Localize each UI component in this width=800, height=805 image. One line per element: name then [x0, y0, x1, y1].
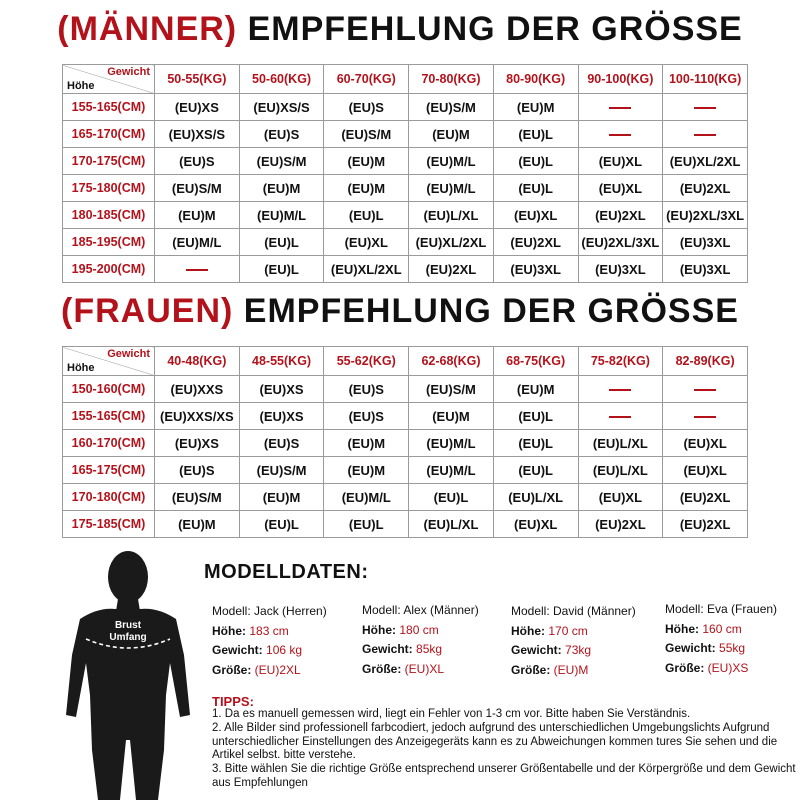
- men-size-title: [0, 10, 800, 49]
- size-cell: (EU)M: [324, 175, 409, 202]
- women-size-table: [62, 346, 748, 538]
- tips-title: TIPPS:: [212, 694, 254, 709]
- size-cell: (EU)3XL: [493, 256, 578, 283]
- size-cell: (EU)2XL: [493, 229, 578, 256]
- figure-label-line2: Umfang: [109, 632, 147, 643]
- size-label: Größe:: [362, 661, 405, 676]
- size-cell: (EU)S: [324, 376, 409, 403]
- model-weight-row: [212, 641, 327, 661]
- model-data-heading: MODELLDATEN:: [204, 561, 369, 583]
- size-cell: (EU)M: [155, 511, 240, 538]
- size-cell: (EU)S/M: [155, 175, 240, 202]
- size-cell: [578, 376, 663, 403]
- size-cell: (EU)L: [239, 256, 324, 283]
- not-available-dash: [609, 107, 631, 109]
- model-height-row: [665, 620, 777, 640]
- not-available-dash: [694, 107, 716, 109]
- size-cell: (EU)2XL: [663, 511, 748, 538]
- size-cell: (EU)S/M: [409, 376, 494, 403]
- size-cell: [663, 94, 748, 121]
- height-label: Höhe:: [362, 622, 400, 637]
- weight-header: 82-89(KG): [663, 347, 748, 376]
- not-available-dash: [694, 134, 716, 136]
- size-cell: (EU)M: [324, 457, 409, 484]
- size-cell: (EU)XS: [155, 430, 240, 457]
- weight-value: 85kg: [416, 642, 443, 656]
- figure-label-line1: Brust: [114, 620, 142, 631]
- men-title-rest: EMPFEHLUNG DER GRÖSSE: [237, 10, 743, 48]
- corner-height-label: Höhe: [67, 362, 95, 374]
- table-row: [63, 484, 748, 511]
- size-cell: [155, 256, 240, 283]
- table-row: [63, 202, 748, 229]
- size-cell: (EU)3XL: [663, 229, 748, 256]
- height-value: 180 cm: [399, 622, 439, 637]
- weight-label: Gewicht:: [362, 642, 417, 656]
- model-size-row: [511, 661, 636, 681]
- table-row: [63, 403, 748, 430]
- size-label: Größe:: [665, 660, 708, 675]
- model-card-alex: [362, 601, 479, 679]
- size-cell: (EU)S/M: [239, 457, 324, 484]
- size-cell: (EU)L/XL: [493, 484, 578, 511]
- model-weight-row: [362, 640, 479, 660]
- model-name: Modell: David (Männer): [511, 604, 636, 618]
- women-table-body: [63, 347, 748, 538]
- size-cell: (EU)S: [239, 121, 324, 148]
- size-label: Größe:: [511, 662, 554, 677]
- table-row: [63, 175, 748, 202]
- table-row: [63, 430, 748, 457]
- weight-value: 73kg: [565, 643, 592, 657]
- tip-2: 2. Alle Bilder sind professionell farbcodiert, jedoch aufgrund des unterschiedlichen Umgebungslichts Aufgrund unterschiedlicher Einstellungen des Anzeigegeräts kann es zu Abweichungen kommen tures Sie sehen und die Artikel selbst. bitte verstehe.: [212, 721, 778, 762]
- not-available-dash: [609, 134, 631, 136]
- table-row: [63, 121, 748, 148]
- not-available-dash: [694, 416, 716, 418]
- table-row: [63, 148, 748, 175]
- height-range-cell: 170-175(CM): [63, 148, 155, 175]
- size-cell: [578, 403, 663, 430]
- model-card-eva: [665, 600, 777, 678]
- size-cell: (EU)L: [324, 202, 409, 229]
- size-cell: (EU)XS: [155, 94, 240, 121]
- weight-header: 75-82(KG): [578, 347, 663, 376]
- size-cell: (EU)L: [239, 511, 324, 538]
- size-cell: (EU)M: [239, 175, 324, 202]
- model-size-row: [665, 659, 777, 679]
- model-weight-row: [511, 641, 636, 661]
- height-range-cell: 185-195(CM): [63, 229, 155, 256]
- weight-header: 70-80(KG): [409, 65, 494, 94]
- size-cell: (EU)M: [155, 202, 240, 229]
- size-cell: (EU)2XL: [409, 256, 494, 283]
- size-cell: (EU)S: [324, 94, 409, 121]
- size-cell: (EU)XL: [493, 202, 578, 229]
- size-cell: (EU)XL/2XL: [409, 229, 494, 256]
- size-cell: (EU)3XL: [578, 256, 663, 283]
- height-range-cell: 175-180(CM): [63, 175, 155, 202]
- size-cell: (EU)L/XL: [578, 457, 663, 484]
- model-name: Modell: Alex (Männer): [362, 603, 479, 617]
- size-cell: (EU)M: [493, 376, 578, 403]
- men-corner-cell: [63, 65, 155, 94]
- size-cell: (EU)S/M: [409, 94, 494, 121]
- size-cell: (EU)2XL: [663, 484, 748, 511]
- size-cell: (EU)XXS: [155, 376, 240, 403]
- weight-header: 68-75(KG): [493, 347, 578, 376]
- size-cell: (EU)M: [409, 403, 494, 430]
- size-cell: (EU)XS: [239, 403, 324, 430]
- corner-weight-label: Gewicht: [107, 348, 150, 360]
- weight-value: 55kg: [719, 641, 746, 655]
- weight-header: 60-70(KG): [324, 65, 409, 94]
- size-cell: [663, 376, 748, 403]
- size-cell: (EU)M/L: [239, 202, 324, 229]
- size-cell: (EU)L: [493, 175, 578, 202]
- height-range-cell: 165-170(CM): [63, 121, 155, 148]
- not-available-dash: [694, 389, 716, 391]
- not-available-dash: [186, 269, 208, 271]
- model-name: Modell: Eva (Frauen): [665, 602, 778, 616]
- size-cell: [663, 403, 748, 430]
- size-cell: (EU)XL: [663, 457, 748, 484]
- corner-height-label: Höhe: [67, 80, 95, 92]
- table-row: [63, 256, 748, 283]
- model-size-row: [212, 661, 327, 681]
- corner-weight-label: Gewicht: [107, 66, 150, 78]
- model-height-row: [362, 621, 479, 641]
- size-cell: (EU)2XL/3XL: [578, 229, 663, 256]
- size-cell: (EU)L/XL: [409, 511, 494, 538]
- height-range-cell: 155-165(CM): [63, 403, 155, 430]
- height-label: Höhe:: [511, 623, 549, 638]
- men-header-row: [63, 65, 748, 94]
- size-cell: (EU)M/L: [409, 148, 494, 175]
- model-size-row: [362, 660, 479, 680]
- size-cell: (EU)S: [239, 430, 324, 457]
- size-cell: (EU)XL/2XL: [324, 256, 409, 283]
- women-header-row: [63, 347, 748, 376]
- women-title-highlight: (FRAUEN): [61, 292, 234, 330]
- table-row: [63, 511, 748, 538]
- body-silhouette: [58, 545, 198, 800]
- size-cell: (EU)L/XL: [409, 202, 494, 229]
- size-cell: (EU)XL: [324, 229, 409, 256]
- women-corner-cell: [63, 347, 155, 376]
- size-cell: (EU)M/L: [324, 484, 409, 511]
- model-card-jack: [212, 602, 327, 680]
- size-cell: (EU)L: [493, 430, 578, 457]
- size-cell: (EU)L/XL: [578, 430, 663, 457]
- size-cell: (EU)XS/S: [155, 121, 240, 148]
- height-range-cell: 150-160(CM): [63, 376, 155, 403]
- size-cell: (EU)2XL: [578, 202, 663, 229]
- size-label: Größe:: [212, 662, 255, 677]
- weight-header: 80-90(KG): [493, 65, 578, 94]
- model-name: Modell: Jack (Herren): [212, 604, 327, 618]
- size-cell: (EU)L: [493, 121, 578, 148]
- size-cell: (EU)S/M: [239, 148, 324, 175]
- size-cell: (EU)XL: [663, 430, 748, 457]
- size-cell: (EU)XXS/XS: [155, 403, 240, 430]
- women-size-title: [0, 292, 800, 331]
- size-cell: (EU)M/L: [409, 457, 494, 484]
- table-row: [63, 229, 748, 256]
- size-cell: (EU)M: [324, 430, 409, 457]
- size-cell: (EU)M: [239, 484, 324, 511]
- model-card-david: [511, 602, 636, 680]
- size-cell: (EU)L: [493, 148, 578, 175]
- height-value: 170 cm: [548, 623, 588, 638]
- weight-header: 50-60(KG): [239, 65, 324, 94]
- size-cell: (EU)XL: [578, 148, 663, 175]
- size-cell: (EU)2XL: [578, 511, 663, 538]
- tip-3: 3. Bitte wählen Sie die richtige Größe entsprechend unserer Größentabelle und der Körpergröße und dem Gewicht aus Empfehlungen: [212, 763, 796, 789]
- height-label: Höhe:: [212, 623, 250, 638]
- height-range-cell: 180-185(CM): [63, 202, 155, 229]
- height-range-cell: 170-180(CM): [63, 484, 155, 511]
- size-value: (EU)XS: [707, 660, 749, 675]
- size-cell: (EU)M: [493, 94, 578, 121]
- table-row: [63, 457, 748, 484]
- height-value: 160 cm: [702, 621, 742, 636]
- tip-1: 1. Da es manuell gemessen wird, liegt ein Fehler von 1-3 cm vor. Bitte haben Sie Verständnis.: [212, 708, 691, 720]
- size-cell: (EU)M/L: [409, 175, 494, 202]
- size-cell: (EU)2XL: [663, 175, 748, 202]
- size-cell: (EU)L: [324, 511, 409, 538]
- size-cell: (EU)3XL: [663, 256, 748, 283]
- table-row: [63, 94, 748, 121]
- size-cell: (EU)M/L: [155, 229, 240, 256]
- size-cell: [663, 121, 748, 148]
- size-cell: (EU)S: [324, 403, 409, 430]
- men-title-highlight: (MÄNNER): [57, 10, 238, 48]
- men-size-table: [62, 64, 748, 283]
- weight-header: 55-62(KG): [324, 347, 409, 376]
- size-value: (EU)M: [553, 662, 589, 677]
- size-cell: (EU)M/L: [409, 430, 494, 457]
- weight-header: 90-100(KG): [578, 65, 663, 94]
- not-available-dash: [609, 416, 631, 418]
- height-value: 183 cm: [249, 623, 289, 638]
- weight-header: 50-55(KG): [155, 65, 240, 94]
- weight-label: Gewicht:: [665, 641, 720, 655]
- weight-header: 62-68(KG): [409, 347, 494, 376]
- weight-header: 40-48(KG): [155, 347, 240, 376]
- men-table-body: [63, 65, 748, 283]
- size-cell: (EU)L: [239, 229, 324, 256]
- weight-header: 48-55(KG): [239, 347, 324, 376]
- women-title-rest: EMPFEHLUNG DER GRÖSSE: [233, 292, 739, 330]
- height-range-cell: 195-200(CM): [63, 256, 155, 283]
- size-cell: [578, 121, 663, 148]
- size-cell: (EU)L: [493, 457, 578, 484]
- height-range-cell: 155-165(CM): [63, 94, 155, 121]
- height-range-cell: 160-170(CM): [63, 430, 155, 457]
- size-cell: (EU)XS: [239, 376, 324, 403]
- table-row: [63, 376, 748, 403]
- model-height-row: [212, 622, 327, 642]
- size-value: (EU)2XL: [254, 662, 301, 677]
- height-label: Höhe:: [665, 621, 703, 636]
- model-height-row: [511, 622, 636, 642]
- height-range-cell: 175-185(CM): [63, 511, 155, 538]
- size-cell: (EU)XS/S: [239, 94, 324, 121]
- weight-label: Gewicht:: [212, 643, 267, 657]
- size-cell: (EU)S: [155, 457, 240, 484]
- weight-header: 100-110(KG): [663, 65, 748, 94]
- size-cell: (EU)L: [493, 403, 578, 430]
- model-weight-row: [665, 639, 777, 659]
- not-available-dash: [609, 389, 631, 391]
- size-cell: (EU)M: [409, 121, 494, 148]
- weight-value: 106 kg: [266, 643, 303, 657]
- size-cell: (EU)XL: [493, 511, 578, 538]
- size-value: (EU)XL: [404, 661, 445, 676]
- size-cell: (EU)XL: [578, 484, 663, 511]
- size-cell: (EU)2XL/3XL: [663, 202, 748, 229]
- weight-label: Gewicht:: [511, 643, 566, 657]
- tips-list: [212, 708, 797, 791]
- size-cell: (EU)L: [409, 484, 494, 511]
- size-cell: (EU)XL/2XL: [663, 148, 748, 175]
- size-cell: (EU)XL: [578, 175, 663, 202]
- silhouette-icon: [58, 545, 198, 800]
- size-cell: [578, 94, 663, 121]
- size-cell: (EU)S/M: [155, 484, 240, 511]
- height-range-cell: 165-175(CM): [63, 457, 155, 484]
- size-cell: (EU)S: [155, 148, 240, 175]
- size-cell: (EU)M: [324, 148, 409, 175]
- size-cell: (EU)S/M: [324, 121, 409, 148]
